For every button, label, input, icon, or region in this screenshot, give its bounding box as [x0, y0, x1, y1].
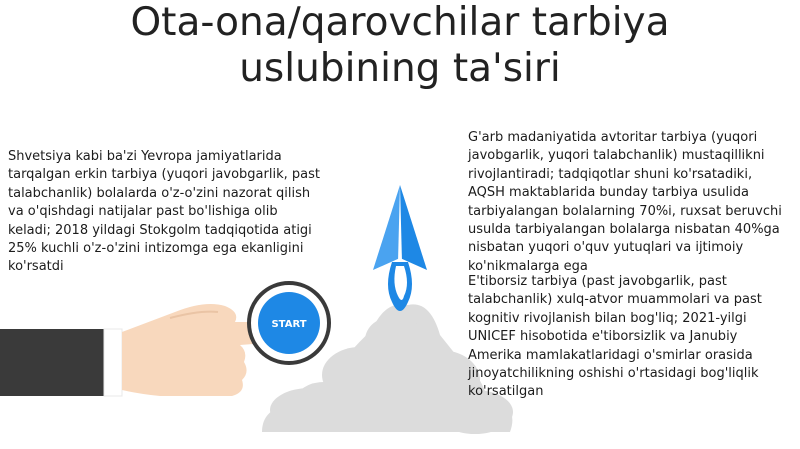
- right-paragraph-2: E'tiborsiz tarbiya (past javobgarlik, past talabchanlik) xulq-atvor muammolari va past kognitiv rivojlanish bilan bog'liq; 2021-yilgi UNICEF hisobotida e'tiborsizlik va Janubiy Amerika mamlakatlaridagi o'smirlar orasida jinoyatchilikning oshishi o'rtasidagi bog'liqlik ko'rsatilgan: [468, 274, 762, 400]
- title-line-2: uslubining ta'siri: [239, 46, 561, 91]
- rocket-icon: [373, 185, 427, 311]
- title-line-1: Ota-ona/qarovchilar tarbiya: [130, 0, 670, 45]
- start-button[interactable]: [249, 283, 329, 363]
- right-paragraph-1: G'arb madaniyatida avtoritar tarbiya (yuqori javobgarlik, yuqori talabchanlik) mustaqillikni rivojlantiradi; tadqiqotlar shuni ko'rsatadiki, AQSH maktablarida bunday tarbiya usulida tarbiyalangan bolalarning 70%i, ruxsat beruvchi usulda tarbiyalangan bolalarga nisbatan 40%ga nisbatan yuqori o'quv yutuqlari va ijtimoiy ko'nikmalarga ega: [468, 130, 782, 274]
- pointing-hand-icon: [0, 304, 282, 396]
- start-button-label: START: [271, 319, 307, 330]
- left-paragraph: Shvetsiya kabi ba'zi Yevropa jamiyatlarida tarqalgan erkin tarbiya (yuqori javobgarlik, past talabchanlik) bolalarda o'z-o'zini nazorat qilish va o'qishdagi natijalar past bo'lishiga olib keladi; 2018 yildagi Stokgolm tadqiqotida atigi 25% kuchli o'z-o'zini intizomga ega ekanligini ko'rsatdi: [8, 149, 320, 275]
